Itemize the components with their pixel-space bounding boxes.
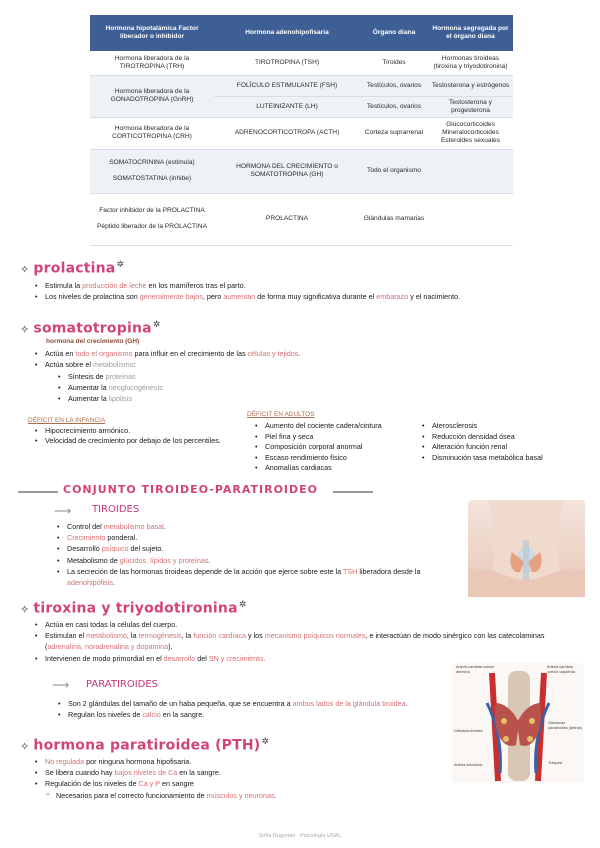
table-cell: [428, 149, 513, 193]
table-cell: Testosterona y estrógenos: [428, 75, 513, 96]
list-item: • Síntesis de proteínas: [58, 371, 358, 382]
diamond-icon: ✧: [20, 322, 30, 336]
table-cell-line: Péptido liberador de la PROLACTINA: [97, 223, 207, 230]
list-item: • Composición corporal anormal: [255, 442, 420, 453]
anatomy-label: Arteria subclavia: [454, 763, 483, 767]
tiroxina-heading: ✧ tiroxina y triyodotironina✲: [20, 600, 247, 617]
table-header: Hormona segregada por el órgano diana: [428, 15, 513, 51]
hormone-table: [90, 15, 513, 246]
table-row: [90, 117, 513, 149]
somatotropina-subtitle: hormona del crecimiento (GH): [46, 338, 140, 345]
list-item: • Desarrollo psíquico del sujeto.: [57, 543, 467, 554]
list-item: • Crecimiento ponderal.: [57, 532, 467, 543]
diamond-icon: ✧: [20, 262, 30, 276]
list-item: • Aterosclerosis: [422, 421, 582, 432]
anatomy-label: Arteria carótida común derecha: [456, 665, 495, 674]
paratiroides-list: [58, 698, 430, 720]
prolactina-heading: ✧ prolactina✲: [20, 260, 125, 277]
neck-thyroid-illustration: [468, 500, 585, 597]
table-row: [90, 75, 513, 96]
list-item: • Metabolismo de glúcidos, lípidos y proteínas.: [57, 555, 467, 566]
anatomy-label: Arteria carótida común izquierda: [547, 665, 575, 674]
table-cell: HORMONA DEL CRECIMIENTO o SOMATOTROPINA (GH): [214, 149, 360, 193]
list-item: ○ Necesarios para el correcto funcionamiento de músculos y neuronas.: [46, 790, 446, 801]
list-item: • Disminución tasa metabólica basal: [422, 453, 582, 464]
list-item: • Escaso rendimiento físico: [255, 453, 420, 464]
sparkle-icon: ✲: [116, 260, 125, 270]
pth-heading: ✧ hormona paratiroidea (PTH)✲: [20, 737, 270, 754]
list-item: • Actúa en casi todas la células del cuerpo.: [35, 619, 580, 630]
table-cell: TIROTROPINA (TSH): [214, 51, 360, 75]
table-cell: PROLACTINA: [214, 193, 360, 245]
list-item: • Regulan los niveles de calcio en la sangre.: [58, 709, 430, 720]
table-cell: FOLÍCULO ESTIMULANTE (FSH): [214, 75, 360, 96]
table-cell: Glucocorticoides Mineralocorticoides Esteroides sexuales: [428, 117, 513, 149]
table-cell: Hormona liberadora de la CORTICOTROPINA (CRH): [90, 117, 214, 149]
list-item: • Hipocrecimiento armónico.: [35, 426, 230, 436]
pth-sublist: [46, 790, 446, 801]
table-cell-line: SOMATOSTATINA (inhibe): [112, 175, 192, 182]
table-cell: Corteza suprarrenal: [360, 117, 428, 149]
list-item: • Aumentar la lipólisis: [58, 393, 358, 404]
table-cell: Testículos, ovarios: [360, 75, 428, 96]
deficit-infancia-list: [35, 426, 230, 446]
list-item: • Los niveles de prolactina son generalmente bajos, pero aumentan de forma muy significativa durante el embarazo y el nacimiento.: [35, 291, 560, 302]
table-header: Hormona adenohipofisaria: [214, 15, 360, 51]
arrow-right-icon: ⟶: [52, 678, 70, 692]
list-item: • Reducción densidad ósea: [422, 432, 582, 443]
conjunto-heading: CONJUNTO TIROIDEO-PARATIROIDEO: [63, 483, 319, 496]
table-cell: Testosterona y progesterona: [428, 96, 513, 117]
table-cell: LUTEINIZANTE (LH): [214, 96, 360, 117]
table-row: [90, 51, 513, 75]
table-cell: Hormona liberadora de la TIROTROPINA (TRH): [90, 51, 214, 75]
list-item: • No regulada por ninguna hormona hipofisaria.: [35, 756, 435, 767]
pth-list: [35, 756, 435, 790]
arrow-right-icon: ⟶: [54, 504, 72, 518]
parathyroid-anatomy-illustration: [452, 663, 584, 783]
list-item: • Piel fina y seca: [255, 432, 420, 443]
deficit-adultos-title: DÉFICIT EN ADULTOS: [247, 411, 315, 418]
anatomy-label: Tráquea: [548, 761, 563, 765]
neck-svg: [468, 500, 585, 597]
table-cell: Testículos, ovarios: [360, 96, 428, 117]
list-item: • Control del metabolismo basal.: [57, 521, 467, 532]
sparkle-icon: ✲: [152, 320, 161, 330]
table-cell: Tiroides: [360, 51, 428, 75]
table-cell: Hormonas tiroideas (tiroxina y triyodotironina): [428, 51, 513, 75]
table-cell: [428, 193, 513, 245]
divider-line: [18, 491, 58, 493]
list-item: • Son 2 glándulas del tamaño de un haba pequeña, que se encuentra a ambos lados de la glándula tiroidea.: [58, 698, 430, 709]
table-cell: Hormona liberadora de la GONADOTROPINA (GnRH): [90, 75, 214, 117]
list-item: • La secreción de las hormonas tiroideas depende de la acción que ejerce sobre este la TSH liberadora desde la adenohipófisis.: [57, 566, 467, 588]
sparkle-icon: ✲: [238, 600, 247, 610]
deficit-infancia-title: DÉFICIT EN LA INFANCIA: [28, 417, 106, 424]
deficit-adultos-list-2: [422, 421, 582, 463]
anatomy-label: Glándulas paratiroides (detrás): [548, 721, 582, 730]
list-item: • Actúa en todo el organismo para influir en el crecimiento de las células y tejidos.: [35, 348, 560, 359]
table-header: Hormona hipotalámica Factor liberador o inhibidor: [90, 15, 214, 51]
table-header: Órgano diana: [360, 15, 428, 51]
table-cell: Todo el organismo: [360, 149, 428, 193]
somatotropina-sublist: [58, 371, 358, 404]
list-item: • Aumento del cociente cadera/cintura: [255, 421, 420, 432]
list-item: • Alteración función renal: [422, 442, 582, 453]
deficit-adultos-list-1: [255, 421, 420, 474]
table-cell: ADRENOCORTICOTROPA (ACTH): [214, 117, 360, 149]
footer-credit: Sofía Rugorian · Psicología USAL: [258, 833, 342, 839]
paratiroides-heading: PARATIROIDES: [86, 679, 159, 690]
table-cell-line: SOMATOCRININA (estimula): [109, 159, 195, 166]
list-item: • Anomalías cardiacas: [255, 463, 420, 474]
list-item: • Se libera cuando hay bajos niveles de Ca en la sangre.: [35, 767, 435, 778]
list-item: • Estimulan el metabolismo, la termogénesis, la función cardíaca y los mecanismo psíquicos normales, e interactúan de modo sinérgico con las catecolaminas (adrenalina, noradrenalina y dopamina).: [35, 630, 580, 652]
table-cell: [90, 193, 214, 245]
tiroxina-list: [35, 619, 580, 664]
list-item: • Regulación de los niveles de Ca y P en sangre: [35, 778, 435, 789]
table-row: [90, 149, 513, 193]
tiroides-list: [57, 521, 467, 588]
tiroides-heading: TIROIDES: [92, 504, 140, 515]
anatomy-label: Glándula tiroides: [454, 729, 483, 733]
list-item: • Velocidad de crecimiento por debajo de los percentiles.: [35, 436, 230, 446]
divider-line: [333, 491, 373, 493]
table-cell: Glándulas mamarias: [360, 193, 428, 245]
sparkle-icon: ✲: [261, 737, 270, 747]
list-item: • Intervienen de modo primordial en el desarrollo del SN y crecimiento.: [35, 653, 580, 664]
somatotropina-heading: ✧ somatotropina✲: [20, 320, 161, 337]
prolactina-list: [35, 280, 560, 302]
diamond-icon: ✧: [20, 602, 30, 616]
list-item: • Aumentar la neoglucogénesis: [58, 382, 358, 393]
table-cell: [90, 149, 214, 193]
somatotropina-list: [35, 348, 560, 370]
list-item: • Estimula la producción de leche en los mamíferos tras el parto.: [35, 280, 560, 291]
table-row: [90, 193, 513, 245]
list-item: • Actúa sobre el metabolismo:: [35, 359, 560, 370]
table-cell-line: Factor inhibidor de la PROLACTINA: [99, 207, 205, 214]
diamond-icon: ✧: [20, 739, 30, 753]
